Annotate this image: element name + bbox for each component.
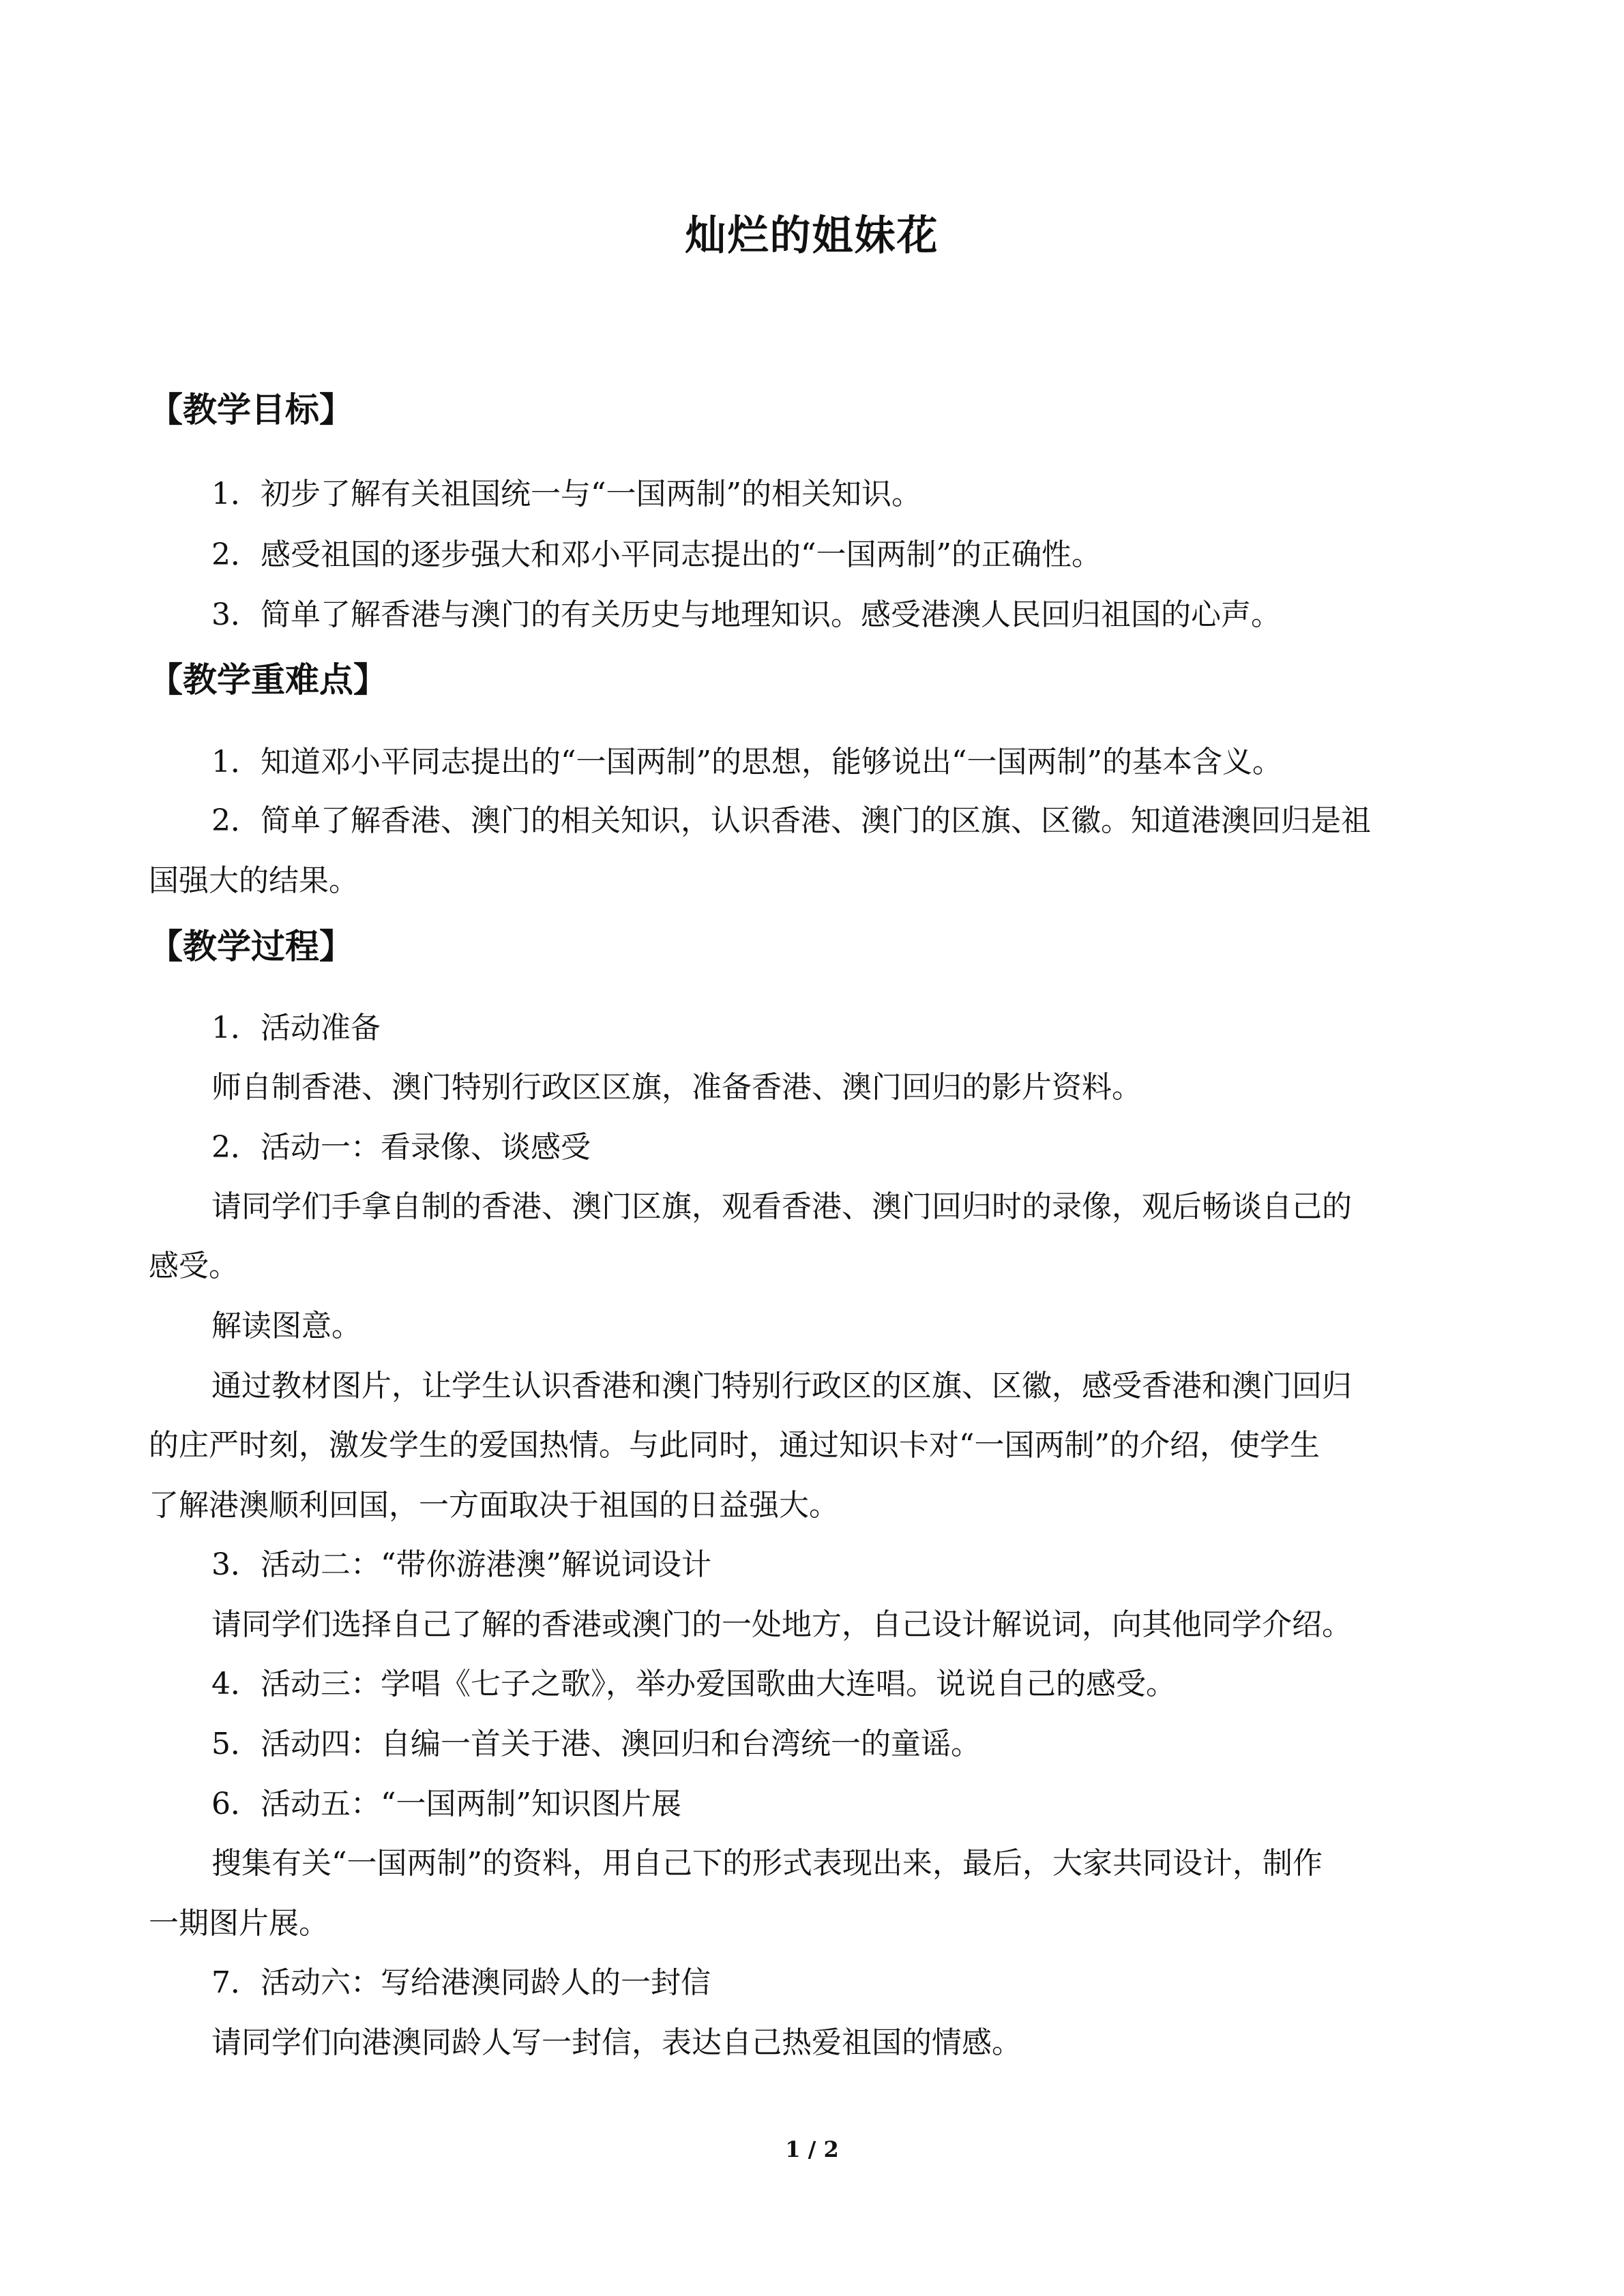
paragraph-line: 1．知道邓小平同志提出的“一国两制”的思想，能够说出“一国两制”的基本含义。 xyxy=(211,745,1282,779)
page-title: 灿烂的姐妹花 xyxy=(685,212,939,260)
paragraph-line: 1．活动准备 xyxy=(211,1011,381,1045)
paragraph-line: 6．活动五：“一国两制”知识图片展 xyxy=(211,1787,681,1821)
paragraph-line: 2．感受祖国的逐步强大和邓小平同志提出的“一国两制”的正确性。 xyxy=(211,537,1102,572)
paragraph-line: 请同学们手拿自制的香港、澳门区旗，观看香港、澳门回归时的录像，观后畅谈自己的 xyxy=(211,1189,1352,1224)
paragraph-line: 2．简单了解香港、澳门的相关知识，认识香港、澳门的区旗、区徽。知道港澳回归是祖 xyxy=(211,803,1371,838)
page-number: 1 / 2 xyxy=(785,2136,839,2162)
paragraph-line: 请同学们向港澳同龄人写一封信，表达自己热爱祖国的情感。 xyxy=(211,2025,1022,2060)
section-heading-key-points: 【教学重难点】 xyxy=(149,659,387,700)
paragraph-line: 感受。 xyxy=(149,1249,239,1283)
paragraph-line: 的庄严时刻，激发学生的爱国热情。与此同时，通过知识卡对“一国两制”的介绍，使学生 xyxy=(149,1428,1320,1463)
paragraph-line: 国强大的结果。 xyxy=(149,863,359,898)
paragraph-line: 5．活动四：自编一首关于港、澳回归和台湾统一的童谣。 xyxy=(211,1727,981,1761)
paragraph-line: 请同学们选择自己了解的香港或澳门的一处地方，自己设计解说词，向其他同学介绍。 xyxy=(211,1607,1352,1642)
paragraph-line: 搜集有关“一国两制”的资料，用自己下的形式表现出来，最后，大家共同设计，制作 xyxy=(211,1846,1323,1881)
section-heading-objectives: 【教学目标】 xyxy=(149,389,353,430)
paragraph-line: 1．初步了解有关祖国统一与“一国两制”的相关知识。 xyxy=(211,477,921,511)
paragraph-line: 2．活动一：看录像、谈感受 xyxy=(211,1130,591,1165)
paragraph-line: 3．活动二：“带你游港澳”解说词设计 xyxy=(211,1547,711,1582)
paragraph-line: 解读图意。 xyxy=(211,1309,361,1343)
paragraph-line: 7．活动六：写给港澳同龄人的一封信 xyxy=(211,1965,711,2000)
paragraph-line: 了解港澳顺利回国，一方面取决于祖国的日益强大。 xyxy=(149,1488,839,1523)
section-heading-process: 【教学过程】 xyxy=(149,926,353,966)
paragraph-line: 师自制香港、澳门特别行政区区旗，准备香港、澳门回归的影片资料。 xyxy=(211,1070,1142,1105)
paragraph-line: 4．活动三：学唱《七子之歌》，举办爱国歌曲大连唱。说说自己的感受。 xyxy=(211,1667,1176,1701)
paragraph-line: 3．简单了解香港与澳门的有关历史与地理知识。感受港澳人民回归祖国的心声。 xyxy=(211,597,1281,632)
paragraph-line: 通过教材图片，让学生认识香港和澳门特别行政区的区旗、区徽，感受香港和澳门回归 xyxy=(211,1369,1352,1403)
paragraph-line: 一期图片展。 xyxy=(149,1906,329,1941)
